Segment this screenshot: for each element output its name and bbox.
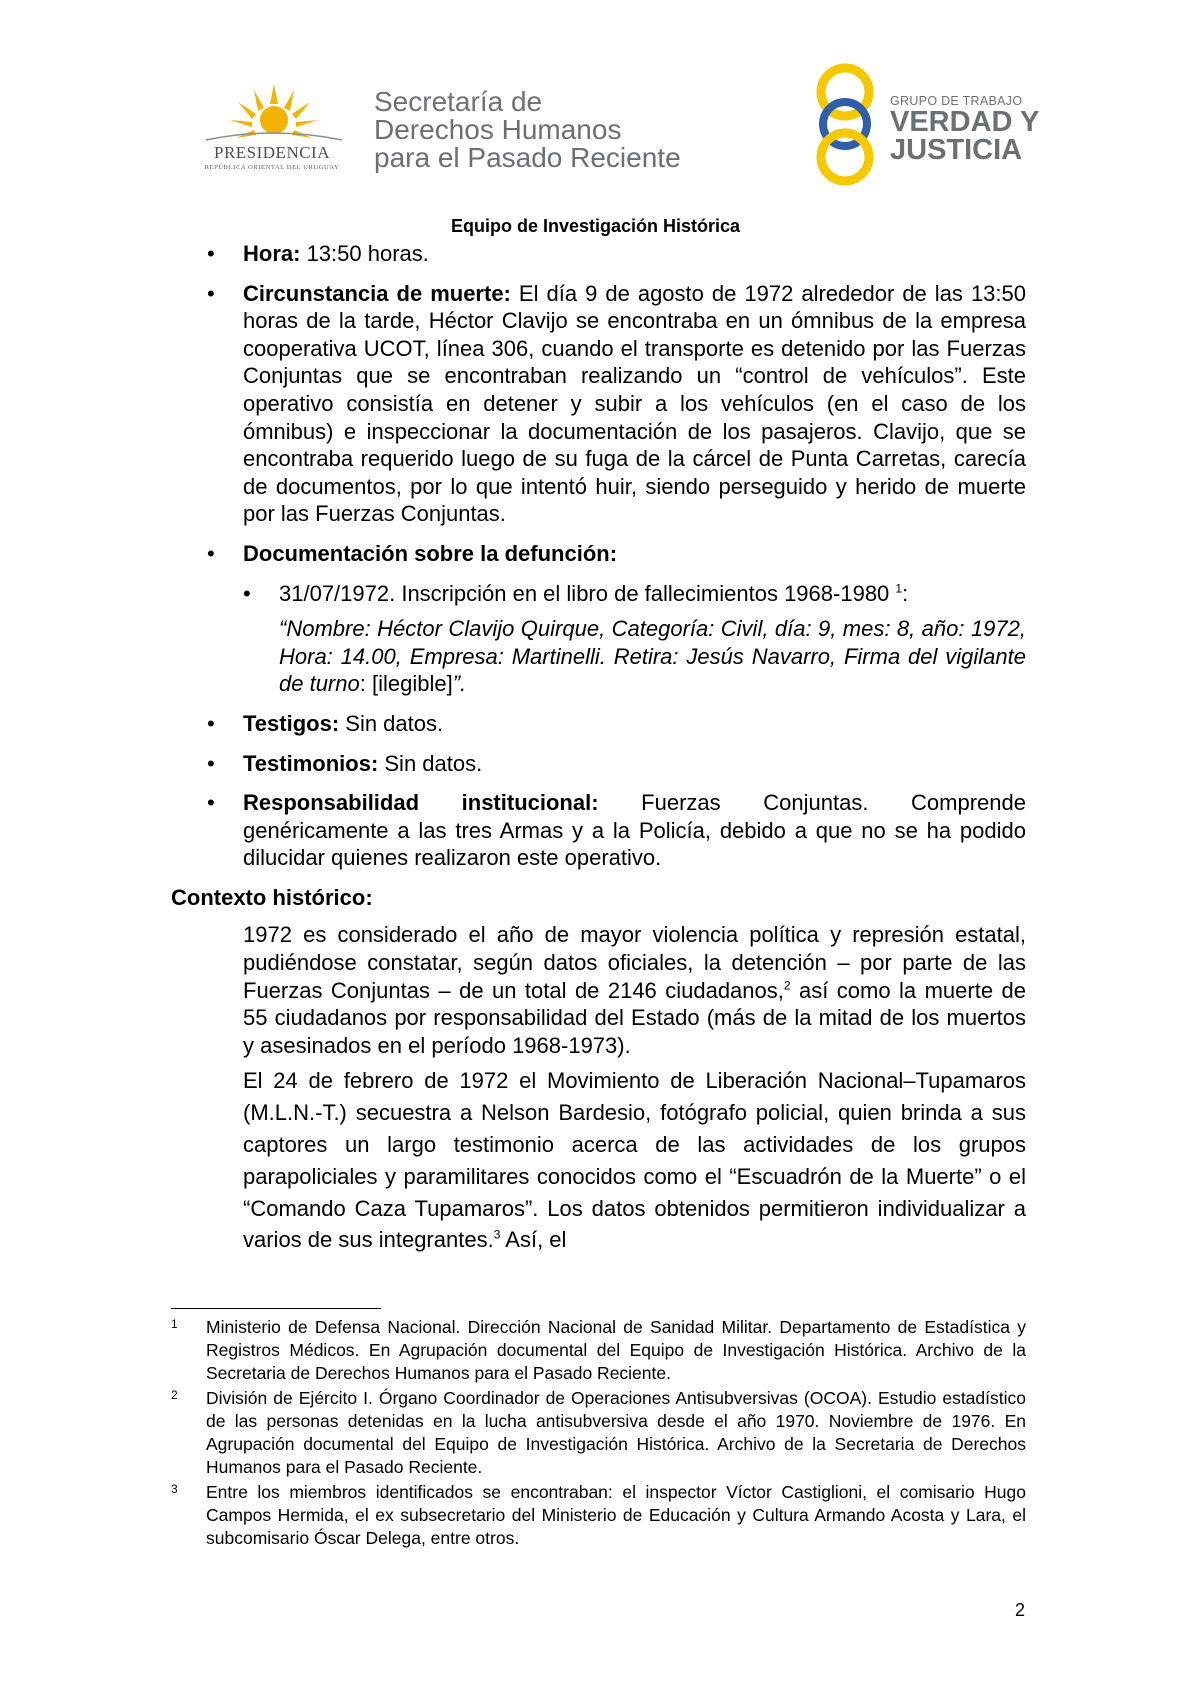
footnote (171, 1481, 1026, 1550)
secretaria-line3: para el Pasado Reciente (374, 142, 681, 173)
responsabilidad-text: Fuerzas Conjuntas. Comprende genéricamente a las tres Armas y a la Policía, debido a que no se ha podido dilucidar quienes realizaron este operativo. (243, 790, 1026, 871)
secretaria-line1: Secretaría de (374, 86, 543, 117)
secretaria-line2: Derechos Humanos (374, 114, 622, 145)
bullet: • (207, 540, 215, 566)
footnote-text: Ministerio de Defensa Nacional. Dirección Nacional de Sanidad Militar. Departamento de Estadística y Registros Médicos. En Agrupación documental del Equipo de Investigación Histórica. Archivo de la Secretaria de Derechos Humanos para el Pasado Reciente. (206, 1317, 1026, 1383)
footnote-number: 2 (171, 1388, 178, 1402)
gvj-line3: JUSTICIA (890, 134, 1023, 166)
document-body (171, 240, 1026, 1262)
footnote-text: División de Ejército I. Órgano Coordinador de Operaciones Antisubversivas (OCOA). Estudio estadístico de las personas detenidas en la lucha antisubversiva desde el año 1970. Noviembre de 1976. En Agrupación documental del Equipo de Investigación Histórica. Archivo de la Secretaria de Derechos Humanos para el Pasado Reciente. (206, 1388, 1026, 1477)
gvj-line2: VERDAD Y (890, 106, 1040, 138)
bullet: • (207, 280, 215, 306)
item-testigos (171, 710, 1026, 738)
gvj-line1: GRUPO DE TRABAJO (890, 94, 1023, 108)
circunstancia-label: Circunstancia de muerte: (243, 280, 511, 306)
verdad-justicia-logo (810, 62, 880, 187)
context-p1-text-cont: así como la muerte de 55 ciudadanos por responsabilidad del Estado (más de la mitad de los muertos y asesinados en el período 1968-1973). (243, 977, 1026, 1058)
footnote-separator (171, 1308, 381, 1309)
testimonios-text: Sin datos. (378, 750, 483, 776)
hora-label: Hora: (243, 241, 301, 266)
page-number: 2 (1014, 1600, 1025, 1620)
presidencia-label: PRESIDENCIA (213, 143, 330, 162)
presidencia-sublabel: REPÚBLICA ORIENTAL DEL URUGUAY (204, 164, 340, 171)
item-hora (171, 240, 1026, 268)
colon: : (902, 580, 909, 606)
item-testimonios (171, 750, 1026, 778)
context-p1-text: 1972 es considerado el año de mayor violencia política y represión estatal, pudiéndose constatar, según datos oficiales, la detención – por parte de las Fuerzas Conjuntas – de un total de 2146 ciudadanos, (243, 922, 1026, 1003)
circunstancia-text: El día 9 de agosto de 1972 alrededor de las 13:50 horas de la tarde, Héctor Clavijo se encontraba en un ómnibus de la empresa cooperativa UCOT, línea 306, cuando el transporte es detenido por las Fuerzas Conjuntas que se encontraban realizando un “control de vehículos”. Este operativo consistía en detener y subir a los vehículos (en el caso de los ómnibus) e inspeccionar la documentación de los pasajeros. Clavijo, que se encontraba requerido luego de su fuga de la cárcel de Punta Carretas, carecía de documentos, por lo que intentó huir, siendo perseguido y herido de muerte por las Fuerzas Conjuntas. (243, 280, 1026, 527)
footnote-text: Entre los miembros identificados se encontraban: el inspector Víctor Castiglioni, el comisario Hugo Campos Hermida, el ex subsecretario del Ministerio de Educación y Cultura Armando Acosta y Lara, el subcomisario Óscar Delega, entre otros. (206, 1482, 1026, 1548)
testimonios-label: Testimonios: (243, 750, 379, 776)
footnote-ref-2[interactable]: 2 (783, 978, 791, 993)
documentacion-subitem (171, 580, 1026, 608)
responsabilidad-label: Responsabilidad institucional: (243, 790, 599, 816)
context-paragraph-2 (171, 1065, 1026, 1256)
testigos-label: Testigos: (243, 710, 340, 736)
footnote-ref-3[interactable]: 3 (493, 1228, 501, 1243)
item-responsabilidad (171, 789, 1026, 872)
documentacion-label: Documentación sobre la defunción: (243, 540, 618, 566)
testigos-text: Sin datos. (339, 710, 444, 736)
context-p2-text-cont: Así, el (500, 1227, 567, 1253)
quote-illegible: : [ilegible] (359, 671, 453, 697)
bullet: • (243, 580, 251, 606)
footnote-ref-1[interactable]: 1 (895, 581, 903, 596)
item-documentacion (171, 540, 1026, 568)
footnote (171, 1387, 1026, 1479)
footnotes (171, 1316, 1026, 1552)
context-paragraph-1 (171, 921, 1026, 1059)
quote-end: ”. (452, 671, 467, 697)
team-title: Equipo de Investigación Histórica (450, 216, 741, 236)
bullet: • (207, 750, 215, 776)
bullet: • (207, 790, 215, 816)
footnote-number: 3 (171, 1482, 178, 1496)
documentacion-quote (171, 615, 1026, 698)
item-circunstancia (171, 280, 1026, 528)
context-p2-text: El 24 de febrero de 1972 el Movimiento de Liberación Nacional–Tupamaros (M.L.N.-T.) secuestra a Nelson Bardesio, fotógrafo policial, quien brinda a sus captores un largo testimonio acerca de las actividades de los grupos parapoliciales y paramilitares conocidos como el “Escuadrón de la Muerte” o el “Comando Caza Tupamaros”. Los datos obtenidos permitieron individualizar a varios de sus integrantes. (243, 1068, 1026, 1253)
bullet: • (207, 241, 215, 266)
footnote-number: 1 (171, 1317, 178, 1331)
context-title: Contexto histórico: (171, 884, 373, 910)
page-header (0, 0, 1191, 200)
secretaria-title (374, 88, 681, 172)
hora-text: 13:50 horas. (300, 241, 429, 266)
footnote (171, 1316, 1026, 1385)
documentacion-subitem-text: 31/07/1972. Inscripción en el libro de fallecimientos 1968-1980 (279, 580, 896, 606)
verdad-justicia-text (890, 94, 1039, 164)
bullet: • (207, 710, 215, 736)
quote-text: “Nombre: Héctor Clavijo Quirque, Categoría: Civil, día: 9, mes: 8, año: 1972, Hora: 14.00, Empresa: Martinelli. Retira: Jesús Navarro, Firma del vigilante de turno (279, 616, 1026, 697)
